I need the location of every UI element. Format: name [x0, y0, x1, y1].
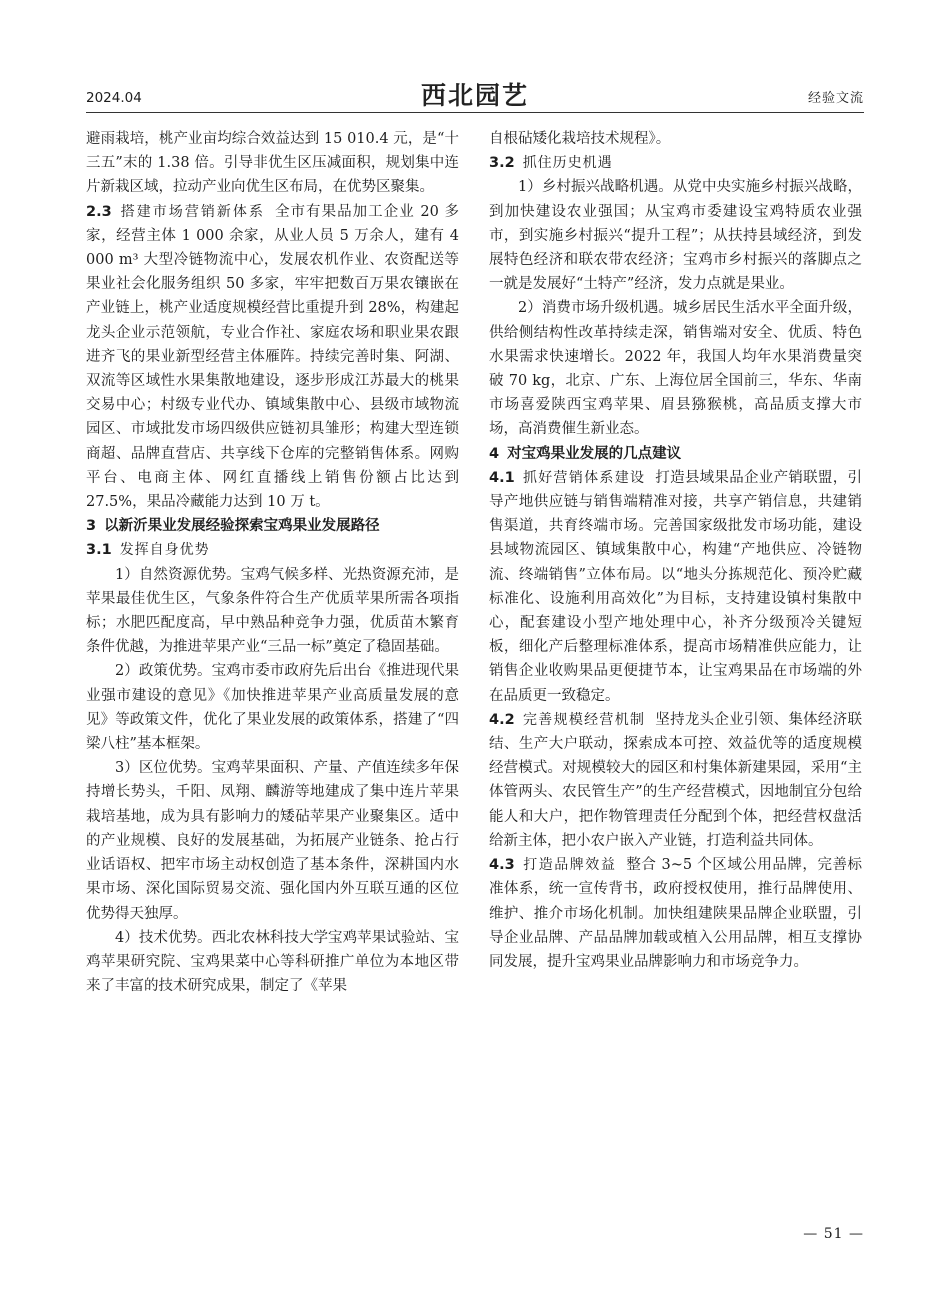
section-text: 全市有果品加工企业 20 多家，经营主体 1 000 余家，从业人员 5 万余人，建有 4 000 m³ 大型冷链物流中心，发展农机作业、农资配送等果业社会化服务组织 50 多家，牢牢把数百万果农镶嵌在产业链上，桃产业适度规模经营比重提升到 28%，构建起龙头企业示范领航，专业合作社、家庭农场和职业果农跟进齐飞的果业新型经营主体雁阵。持续完善时集、阿湖、双流等区域性水果集散地建设，逐步形成江苏最大的桃果交易中心；村级专业代办、镇域集散中心、县级市域物流园区、市域批发市场四级供应链初具雏形；构建大型连锁商超、品牌直营店、共享线下仓库的完整销售体系。网购平台、电商主体、网红直播线上销售份额占比达到 27.5%，果品冷藏能力达到 10 万 t。	[86, 203, 460, 511]
section-title: 以新沂果业发展经验探索宝鸡果业发展路径	[104, 518, 380, 535]
page-number: — 51 —	[803, 1226, 864, 1242]
section-3-2-heading	[489, 151, 862, 175]
section-title: 发挥自身优势	[119, 542, 210, 559]
section-title: 搭建市场营销新体系	[119, 203, 265, 220]
section-name: 经验文流	[807, 91, 864, 106]
section-number: 3	[86, 518, 97, 535]
section-text: 整合 3~5 个区域公用品牌，完善标准体系，统一宣传背书，政府授权使用，推行品牌使用、维护、推介市场化机制。加快组建陕果品牌企业联盟，引导企业品牌、产品品牌加载或植入公用品牌，相互支撑协同发展，提升宝鸡果业品牌影响力和市场竞争力。	[489, 857, 862, 970]
section-4-2	[489, 708, 862, 853]
paragraph: 1）乡村振兴战略机遇。从党中央实施乡村振兴战略，到加快建设农业强国；从宝鸡市委建设宝鸡特质农业强市，到实施乡村振兴“提升工程”；从扶持县域经济，到发展特色经济和联农带农经济；宝鸡市乡村振兴的落脚点之一就是发展好“土特产”经济，发力点就是果业。	[489, 179, 862, 293]
right-column	[489, 127, 862, 974]
section-number: 3.1	[86, 542, 112, 559]
paragraph: 3）区位优势。宝鸡苹果面积、产量、产值连续多年保持增长势头，千阳、凤翔、麟游等地建成了集中连片苹果栽培基地，成为具有影响力的矮砧苹果产业聚集区。适中的产业规模、良好的发展基础，为拓展产业链条、抢占行业话语权、把牢市场主动权创造了基本条件，深耕国内水果市场、深化国际贸易交流、强化国内外互联互通的区位优势得天独厚。	[86, 760, 459, 922]
section-title: 完善规模经营机制	[522, 711, 646, 728]
section-4-3	[489, 853, 862, 974]
section-number: 4.1	[489, 469, 515, 486]
left-column	[86, 127, 459, 998]
section-number: 2.3	[86, 203, 112, 220]
paragraph: 2）消费市场升级机遇。城乡居民生活水平全面升级，供给侧结构性改革持续走深，销售端对安全、优质、特色水果需求快速增长。2022 年，我国人均年水果消费量突破 70 kg，北京、广东、上海位居全国前三，华东、华南市场喜爱陕西宝鸡苹果、眉县猕猴桃，高品质支撑大市场，高消费催生新业态。	[489, 300, 862, 438]
section-title: 抓好营销体系建设	[522, 469, 646, 486]
journal-logo: 西北园艺	[420, 81, 529, 110]
section-number: 4.2	[489, 711, 515, 728]
section-number: 4.3	[489, 857, 515, 874]
paragraph: 自根砧矮化栽培技术规程》。	[489, 131, 671, 147]
section-2-3	[86, 200, 459, 515]
paragraph: 避雨栽培，桃产业亩均综合效益达到 15 010.4 元，是“十三五”末的 1.38 倍。引导非优生区压减面积，规划集中连片新栽区域，拉动产业向优生区布局，在优势区聚集。	[86, 131, 459, 196]
section-3-1-heading	[86, 538, 459, 562]
section-text: 打造县域果品企业产销联盟，引导产地供应链与销售端精准对接，共享产销信息，共建销售渠道，共育终端市场。完善国家级批发市场功能，建设县域物流园区、镇域集散中心，构建“产地供应、冷链物流、终端销售”立体布局。以“地头分拣规范化、预冷贮藏标准化、设施利用高效化”为目标，支持建设镇村集散中心，配套建设小型产地处理中心，补齐分级预冷关键短板，细化产后整理标准体系，提高市场精准供应能力，让销售企业收购果品更便捷节本，让宝鸡果品在市场端的外在品质更一致稳定。	[489, 469, 863, 704]
section-4-heading	[489, 442, 862, 466]
paragraph: 4）技术优势。西北农林科技大学宝鸡苹果试验站、宝鸡苹果研究院、宝鸡果菜中心等科研推广单位为本地区带来了丰富的技术研究成果，制定了《苹果	[86, 929, 459, 995]
paragraph: 1）自然资源优势。宝鸡气候多样、光热资源充沛，是苹果最佳优生区，气象条件符合生产优质苹果所需各项指标；水肥匹配度高，早中熟品种竞争力强，优质苗木繁育条件优越，为推进苹果产业“三品一标”奠定了稳固基础。	[86, 566, 459, 656]
section-title: 对宝鸡果业发展的几点建议	[507, 445, 682, 462]
section-title: 抓住历史机遇	[522, 155, 613, 172]
section-text: 坚持龙头企业引领、集体经济联结、生产大户联动，探索成本可控、效益优等的适度规模经营模式。对规模较大的园区和村集体新建果园，采用“主体管两头、农民管生产”的生产经营模式，因地制宜分包给能人和大户，把作物管理责任分配到个体，把经营权盘活给新主体，把小农户嵌入产业链，打造利益共同体。	[489, 711, 863, 849]
section-title: 打造品牌效益	[522, 857, 617, 874]
section-4-1	[489, 466, 862, 708]
section-number: 4	[489, 445, 500, 462]
section-3-heading	[86, 514, 459, 538]
paragraph: 2）政策优势。宝鸡市委市政府先后出台《推进现代果业强市建设的意见》《加快推进苹果产业高质量发展的意见》等政策文件，优化了果业发展的政策体系，搭建了“四梁八柱”基本框架。	[86, 663, 459, 753]
page-header	[86, 76, 864, 113]
issue-date: 2024.04	[86, 90, 142, 106]
section-number: 3.2	[489, 155, 515, 172]
